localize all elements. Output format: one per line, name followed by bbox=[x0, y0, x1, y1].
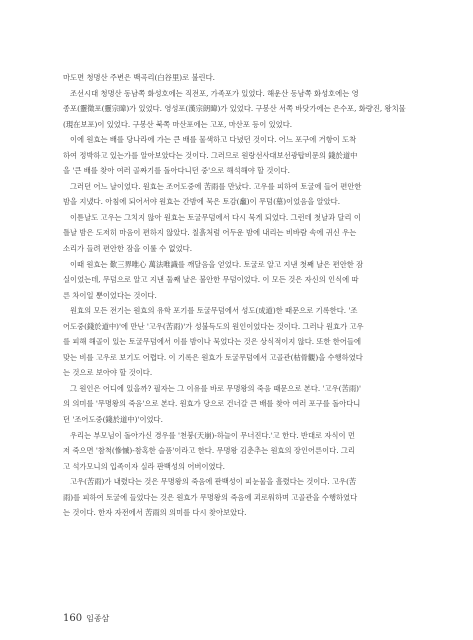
author-name: 임종삼 bbox=[86, 614, 110, 623]
text-line: 밤을 지냈다. 아침에 되어서야 원효는 간밤에 묵은 토감(龕)이 무덤(墓)이었음을 알았다. bbox=[63, 197, 341, 207]
text-line: 의 의미를 '무명왕의 죽음'으로 본다. 원효가 당으로 건너갈 큰 배를 찾아 여러 포구를 돌아다니 bbox=[63, 399, 361, 409]
paragraph bbox=[63, 474, 413, 521]
text-line: 는 것이다. 한자 자전에서 苦雨의 의미를 다시 찾아보았다. bbox=[63, 508, 247, 518]
text-line: 저 죽으면 '참척(慘慽)-참혹한 슬픔'이라고 한다. 무명왕 김춘추는 원효의 장인어른이다. 그리 bbox=[63, 446, 355, 456]
text-line: 이에 원효는 배를 당나라에 가는 큰 배를 물색하고 다녔던 것이다. 어느 포구에 거항이 도착 bbox=[70, 135, 357, 145]
paragraph bbox=[63, 210, 413, 257]
paragraph bbox=[63, 86, 413, 133]
text-line: 틀날 밤은 도저히 마음이 편하지 않았다. 칠흙처럼 어두운 밤에 내리는 비바람 속에 귀신 우는 bbox=[63, 228, 357, 238]
paragraph bbox=[63, 428, 413, 475]
text-line: 맞는 비를 고우로 보기도 어렵다. 이 기록은 원효가 토굴무덤에서 고골관(枯骨觀)을 수행하였다 bbox=[63, 352, 363, 362]
text-line: 소리가 들려 편안한 잠을 이룰 수 없었다. bbox=[63, 244, 193, 254]
paragraph bbox=[63, 70, 413, 86]
text-line: 이튿날도 고우는 그치지 않아 원효는 토굴무덤에서 다시 묵게 되었다. 그런데 첫날과 달리 이 bbox=[70, 212, 361, 222]
text-line: 실이었는데, 무덤으로 알고 지낸 둘째 날은 불안한 무덤이었다. 이 모든 것은 자신의 인식에 따 bbox=[63, 275, 359, 285]
paragraph bbox=[63, 381, 413, 428]
text-line: 던 '조어도중(錢於道中)'이었다. bbox=[63, 415, 163, 425]
text-line: 하여 정박하고 있는가를 알아보았다는 것이다. 그러므로 원랑선사대보선광탑비문의 錢於道中 bbox=[63, 150, 358, 160]
text-line: 고 석가모니의 입족이자 실라 판백성의 어버이였다. bbox=[63, 461, 225, 471]
text-line: 雨)를 피하여 토굴에 들었다는 것은 원효가 무명왕의 죽음에 괴로워하며 고골관을 수행하였다 bbox=[63, 492, 358, 502]
text-line: 우리는 부모님이 돌아가신 경우를 '천붕(天崩)-하늘이 무너진다.'고 한다. 반대로 자식이 먼 bbox=[70, 430, 355, 440]
paragraph bbox=[63, 257, 413, 304]
text-line: 고우(苦雨)가 내렸다는 것은 무명왕의 죽음에 판백성이 피눈물을 흘렸다는 것이다. 고우(苦 bbox=[70, 477, 357, 487]
text-line: 른 차이일 뿐이었다는 것이다. bbox=[63, 290, 157, 300]
text-line: 그러던 어느 날이었다. 원효는 조어도중에 苦雨를 만났다. 고우를 피하여 토굴에 들어 편안한 bbox=[70, 181, 362, 191]
text-line: 그 원인은 어디에 있을까? 필자는 그 이유를 바로 무명왕의 죽음 때문으로 본다. '고우(苦雨)' bbox=[70, 383, 361, 393]
page-number: 160 bbox=[63, 613, 83, 624]
text-line: 마도면 청명산 주변은 백곡리(白谷里)로 불린다. bbox=[63, 73, 215, 82]
text-line: 를 피해 해골이 있는 토굴무덤에서 이를 밤이나 묵었다는 것은 상식적이지 않다. 또한 한어들에 bbox=[63, 337, 362, 347]
paragraph bbox=[63, 303, 413, 381]
body-text bbox=[63, 70, 413, 521]
text-line: 종포(靈徵포(靈宗暐)가 있었다. 영성포(漢宗朗暐)가 있었다. 구봉산 서쪽 바닷가에는 은수포, 화량진, 왕치물 bbox=[63, 104, 406, 114]
page-footer bbox=[63, 613, 109, 624]
text-line: 이때 원효는 歎三界唯心 萬法唯識를 깨달음을 얻었다. 토굴로 알고 지낸 첫째 날은 편안한 잠 bbox=[70, 259, 364, 269]
text-line: 원효의 모든 전기는 원효의 유학 포기를 토굴무덤에서 성도(成道)한 때문으로 기록한다. '조 bbox=[70, 306, 358, 316]
text-line: 조선시대 청명산 동남쪽 화성호에는 직전포, 가족포가 있었다. 해운산 동남쪽 화성호에는 영 bbox=[70, 88, 359, 98]
paragraph bbox=[63, 132, 413, 179]
text-line: (現在보포)이 있었다. 구봉산 북쪽 마산포에는 고포, 마산포 등이 있었다. bbox=[63, 119, 293, 129]
text-line: 는 것으로 보아야 할 것이다. bbox=[63, 368, 153, 378]
paragraph bbox=[63, 179, 413, 210]
text-line: 어도중(錢於道中)'에 만난 '고우(苦雨)'가 성불득도의 원인이었다는 것이다. 그러나 원효가 고우 bbox=[63, 321, 364, 331]
text-line: 을 '큰 배를 찾아 여러 골짜기를 돌아다니던 중'으로 해석해야 할 것이다. bbox=[63, 166, 290, 176]
